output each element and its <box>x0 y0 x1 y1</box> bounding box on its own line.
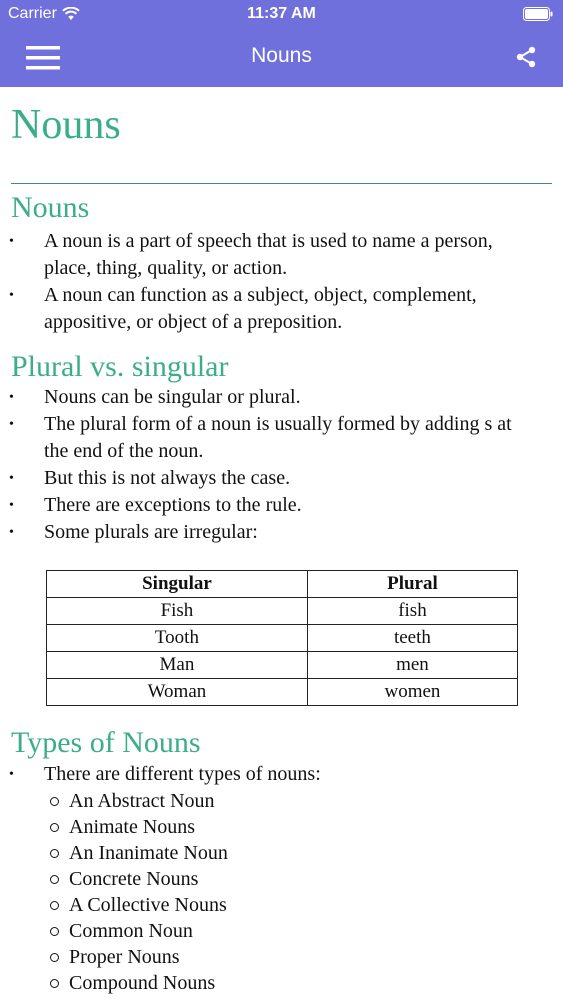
circle-bullet-icon <box>50 875 59 884</box>
list-item: • There are exceptions to the rule. <box>0 492 540 519</box>
bullet-dot: • <box>9 471 14 486</box>
table-cell: men <box>307 652 517 679</box>
list-item: • The plural form of a noun is usually formed by adding s at the end of the noun. <box>9 413 512 462</box>
table-row <box>47 652 518 679</box>
list-item: Animate Nouns <box>50 814 228 840</box>
bullet-dot: • <box>9 390 14 405</box>
list-item: Concrete Nouns <box>50 866 228 892</box>
table-cell: teeth <box>307 625 517 652</box>
table-cell: women <box>307 679 517 706</box>
bullet-dot: • <box>9 525 14 540</box>
plural-bullet-list <box>0 384 540 546</box>
share-icon[interactable] <box>515 46 537 68</box>
table-cell: Fish <box>47 598 308 625</box>
list-item: • A noun can function as a subject, object, complement, appositive, or object of a preposition. <box>9 284 477 333</box>
bullet-dot: • <box>9 498 14 513</box>
list-item: • There are different types of nouns: <box>0 761 540 788</box>
column-header-singular: Singular <box>47 571 308 598</box>
carrier-label: Carrier <box>8 5 57 22</box>
bullet-dot: • <box>9 767 14 782</box>
section-heading-nouns: Nouns <box>11 191 90 224</box>
noun-types-sublist <box>50 788 228 996</box>
types-bullet-list <box>0 761 540 788</box>
table-cell: Man <box>47 652 308 679</box>
table-cell: Tooth <box>47 625 308 652</box>
battery-icon <box>523 7 553 21</box>
status-bar <box>0 0 563 28</box>
list-item: • Some plurals are irregular: <box>0 519 540 546</box>
section-heading-types: Types of Nouns <box>11 726 201 759</box>
table-cell: fish <box>307 598 517 625</box>
list-item: A Collective Nouns <box>50 892 228 918</box>
list-item: • A noun is a part of speech that is used to name a person, place, thing, quality, or action. <box>9 230 493 279</box>
table-header-row <box>47 571 518 598</box>
table-row <box>47 625 518 652</box>
plural-table <box>46 570 518 706</box>
circle-bullet-icon <box>50 901 59 910</box>
bullet-dot: • <box>9 288 14 303</box>
list-item: Proper Nouns <box>50 944 228 970</box>
circle-bullet-icon <box>50 797 59 806</box>
title-divider <box>11 183 552 184</box>
circle-bullet-icon <box>50 953 59 962</box>
status-time: 11:37 AM <box>247 5 316 22</box>
page-title: Nouns <box>11 102 121 148</box>
list-item: An Inanimate Noun <box>50 840 228 866</box>
table-cell: Woman <box>47 679 308 706</box>
table-row <box>47 598 518 625</box>
list-item: Compound Nouns <box>50 970 228 996</box>
circle-bullet-icon <box>50 979 59 988</box>
table-row <box>47 679 518 706</box>
column-header-plural: Plural <box>307 571 517 598</box>
circle-bullet-icon <box>50 927 59 936</box>
list-item: An Abstract Noun <box>50 788 228 814</box>
circle-bullet-icon <box>50 823 59 832</box>
bullet-dot: • <box>9 234 14 249</box>
list-item: Common Noun <box>50 918 228 944</box>
navigation-bar <box>0 28 563 87</box>
nav-title: Nouns <box>251 44 312 67</box>
bullet-dot: • <box>9 417 14 432</box>
list-item: • But this is not always the case. <box>0 465 540 492</box>
nouns-bullet-list <box>0 228 540 336</box>
circle-bullet-icon <box>50 849 59 858</box>
section-heading-plural: Plural vs. singular <box>11 350 229 383</box>
list-item: • Nouns can be singular or plural. <box>0 384 540 411</box>
